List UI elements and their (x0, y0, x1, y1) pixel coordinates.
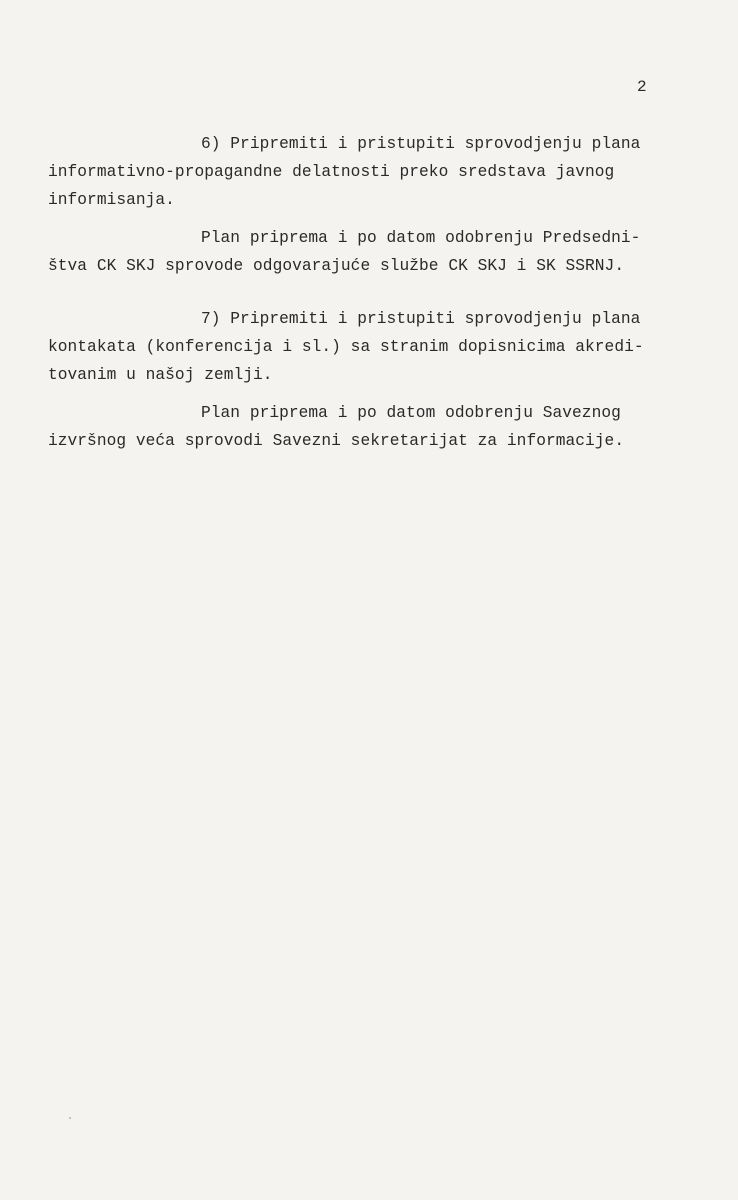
item-6-line-3: informisanja. (48, 191, 175, 209)
item-7-line-1: 7) Pripremiti i pristupiti sprovodjenju plana (201, 310, 641, 328)
item-7-line-3: tovanim u našoj zemlji. (48, 366, 273, 384)
paper-speck (69, 1117, 71, 1119)
item-6-line-1: 6) Pripremiti i pristupiti sprovodjenju plana (201, 135, 641, 153)
note-7-line-1: Plan priprema i po datom odobrenju Saveznog (201, 404, 621, 422)
note-6-line-1: Plan priprema i po datom odobrenju Predsedni- (201, 229, 641, 247)
item-7-line-2: kontakata (konferencija i sl.) sa stranim dopisnicima akredi- (48, 338, 644, 356)
item-6-line-2: informativno-propagandne delatnosti preko sredstava javnog (48, 163, 615, 181)
page-number: 2 (637, 78, 647, 96)
note-7-line-2: izvršnog veća sprovodi Savezni sekretarijat za informacije. (48, 432, 625, 450)
note-6-line-2: štva CK SKJ sprovode odgovarajuće službe CK SKJ i SK SSRNJ. (48, 257, 625, 275)
